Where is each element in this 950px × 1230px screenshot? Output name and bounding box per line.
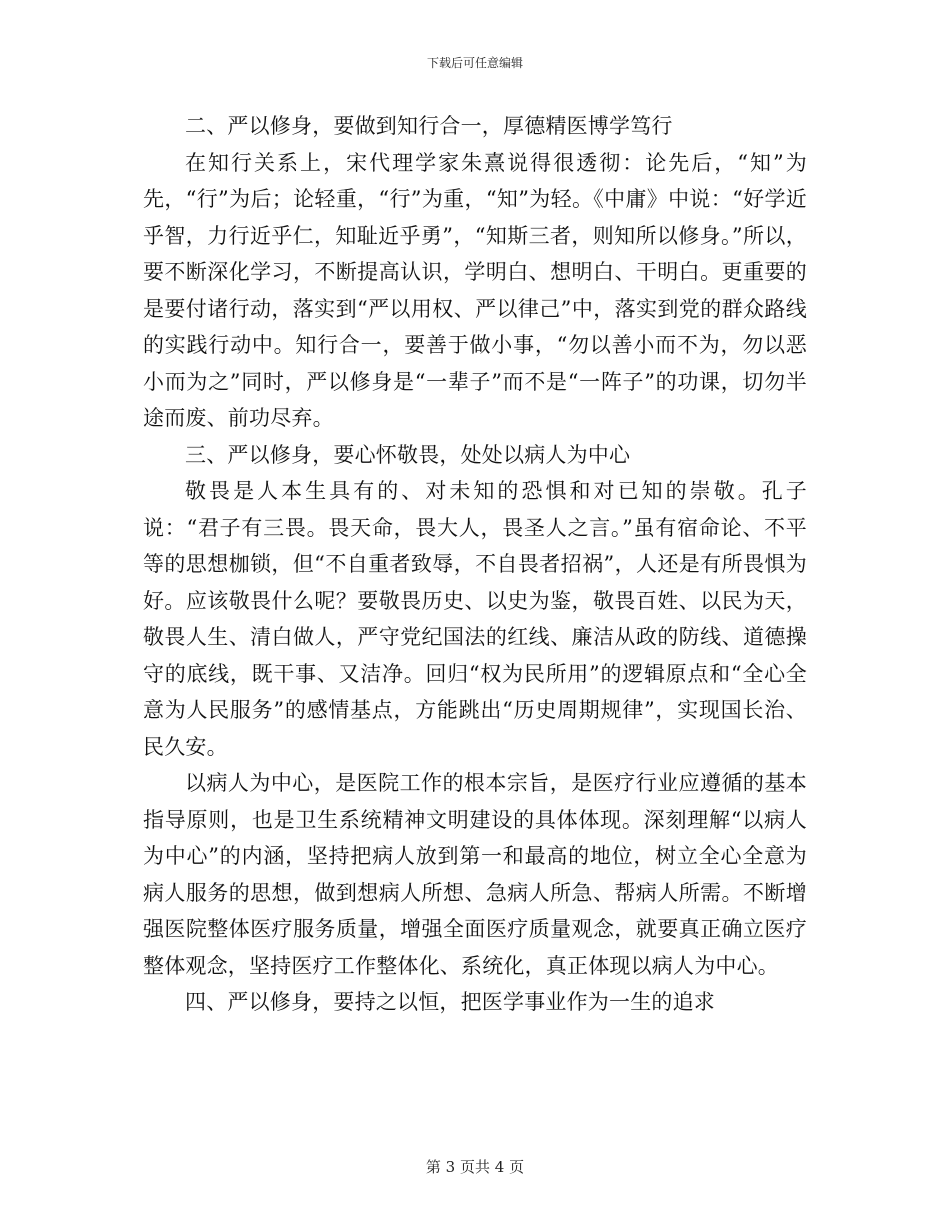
body-paragraph: 敬畏是人本生具有的、对未知的恐惧和对已知的崇敬。孔子说：“君子有三畏。畏天命，畏大人，畏圣人之言。”虽有宿命论、不平等的思想枷锁，但“不自重者致辱，不自畏者招祸”，人还是有所畏惧为好。应该敬畏什么呢？要敬畏历史、以史为鉴，敬畏百姓、以民为天，敬畏人生、清白做人，严守党纪国法的红线、廉洁从政的防线、道德操守的底线，既干事、又洁净。回归“权为民所用”的逻辑原点和“全心全意为人民服务”的感情基点，方能跳出“历史周期规律”，实现国长治、民久安。 bbox=[143, 479, 807, 759]
section-heading-2: 二、严以修身，要做到知行合一，厚德精医博学笃行 bbox=[185, 114, 673, 138]
page-footer: 第 3 页共 4 页 bbox=[425, 1158, 525, 1176]
page-header: 下载后可任意编辑 bbox=[426, 56, 523, 70]
document-body bbox=[143, 108, 807, 1021]
body-paragraph: 在知行关系上，宋代理学家朱熹说得很透彻：论先后，“知”为先，“行”为后；论轻重，“行”为重，“知”为轻。《中庸》中说：“好学近乎智，力行近乎仁，知耻近乎勇”，“知斯三者，则知所以修身。”所以，要不断深化学习，不断提高认识，学明白、想明白、干明白。更重要的是要付诸行动，落实到“严以用权、严以律己”中，落实到党的群众路线的实践行动中。知行合一，要善于做小事，“勿以善小而不为，勿以恶小而为之”同时，严以修身是“一辈子”而不是“一阵子”的功课，切勿半途而废、前功尽弃。 bbox=[143, 150, 807, 430]
body-paragraph: 以病人为中心，是医院工作的根本宗旨，是医疗行业应遵循的基本指导原则，也是卫生系统精神文明建设的具体体现。深刻理解“以病人为中心”的内涵，坚持把病人放到第一和最高的地位，树立全心全意为病人服务的思想，做到想病人所想、急病人所急、帮病人所需。不断增强医院整体医疗服务质量，增强全面医疗质量观念，就要真正确立医疗整体观念，坚持医疗工作整体化、系统化，真正体现以病人为中心。 bbox=[143, 771, 807, 978]
section-heading-3: 三、严以修身，要心怀敬畏，处处以病人为中心 bbox=[185, 442, 631, 467]
section-heading-4: 四、严以修身，要持之以恒，把医学事业作为一生的追求 bbox=[185, 990, 715, 1014]
